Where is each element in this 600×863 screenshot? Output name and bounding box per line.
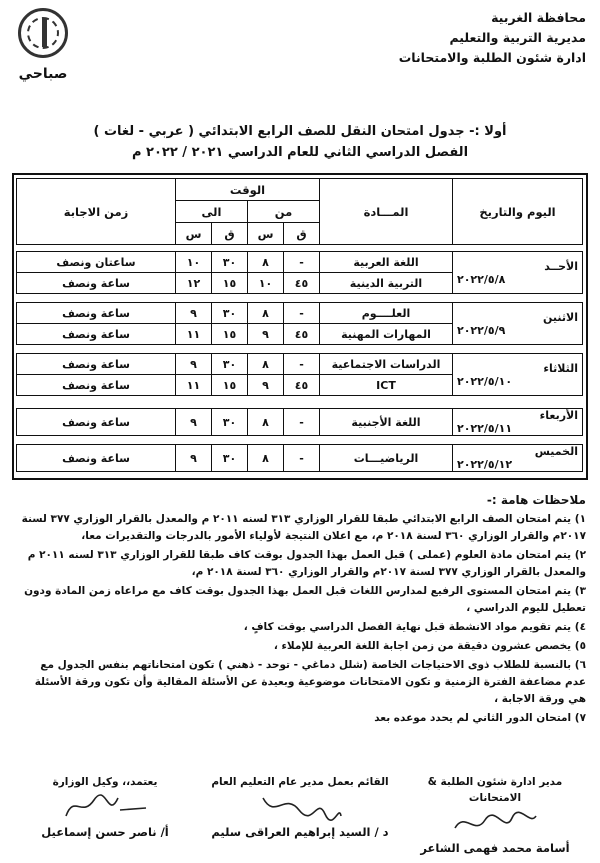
note-item: ٤) يتم تقويم مواد الانشطة قبل نهاية الفصل الدراسي بوقت كافٍ ، <box>243 621 586 633</box>
col-time-header: الوقت <box>176 179 320 201</box>
logo-name: صباحي <box>18 66 68 82</box>
cell-to-q: ٣٠ <box>212 409 248 436</box>
day-name: الاثنين <box>543 310 578 324</box>
cell-to-s: ٩ <box>176 445 212 472</box>
table-row <box>17 303 583 324</box>
cell-subject: ICT <box>320 375 453 396</box>
signature-left-name: أ/ ناصر حسن إسماعيل <box>41 825 169 839</box>
note-item: ٢) يتم امتحان مادة العلوم (عملى ) قبل العمل بهذا الجدول بوقت كاف طبقا للقرار الوزاري ٣١٣ لسنه ٢٠١١ م والمعدل بالقرار الوزاري ٣٧٧ لسنة ٢٠١٧م والقرار الوزاري ٣٦٠ لسنة ٢٠١٨ م، <box>27 549 586 578</box>
cell-from-s: ٨ <box>248 354 284 375</box>
signature-middle-title: القائم بعمل مدير عام التعليم العام <box>211 776 389 788</box>
day-cell <box>453 445 583 472</box>
cell-subject: التربية الدينية <box>320 273 453 294</box>
document-titles <box>30 122 570 164</box>
cell-to-s: ١١ <box>176 324 212 345</box>
cell-duration: ساعتان ونصف <box>17 252 176 273</box>
cell-to-s: ٩ <box>176 409 212 436</box>
col-from-s-header: س <box>248 223 284 245</box>
cell-duration: ساعة ونصف <box>17 354 176 375</box>
cell-duration: ساعة ونصف <box>17 324 176 345</box>
table-row <box>17 252 583 273</box>
header-line-administration: ادارة شئون الطلبة والامتحانات <box>398 50 586 65</box>
cell-from-q: ٤٥ <box>284 273 320 294</box>
day-name: الخميس <box>534 445 578 458</box>
cell-from-q: - <box>284 409 320 436</box>
signature-middle-name: د / السيد إبراهيم العراقى سليم <box>211 825 389 839</box>
signature-right <box>400 774 590 856</box>
cell-subject: الرياضيـــات <box>320 445 453 472</box>
signature-scribble-icon <box>10 790 200 824</box>
day-date: ٢٠٢٢/٥/١١ <box>457 422 513 435</box>
day-date: ٢٠٢٢/٥/٨ <box>457 272 506 286</box>
col-to-header: الى <box>176 201 248 223</box>
cell-to-s: ١٢ <box>176 273 212 294</box>
schedule-table-frame <box>12 173 588 480</box>
cell-to-q: ١٥ <box>212 324 248 345</box>
col-from-header: من <box>248 201 320 223</box>
signature-middle <box>205 774 395 840</box>
cell-duration: ساعة ونصف <box>17 303 176 324</box>
notes-title: ملاحظات هامة :- <box>486 493 586 507</box>
cell-duration: ساعة ونصف <box>17 445 176 472</box>
page-title: أولا :- جدول امتحان النقل للصف الرابع الابتدائي ( عربي - لغات ) <box>93 124 507 139</box>
col-to-s-header: س <box>176 223 212 245</box>
cell-subject: المهارات المهنية <box>320 324 453 345</box>
cell-from-s: ٨ <box>248 409 284 436</box>
cell-to-q: ١٥ <box>212 273 248 294</box>
signature-left <box>10 774 200 840</box>
col-subject-header: المـــادة <box>320 179 453 245</box>
schedule-table <box>16 178 583 472</box>
header <box>256 8 586 68</box>
day-cell <box>453 303 583 345</box>
cell-from-s: ٨ <box>248 445 284 472</box>
note-item: ٥) يخصص عشرون دقيقة من زمن اجابة اللغة العربية للإملاء ، <box>273 640 586 652</box>
note-item: ٣) يتم امتحان المستوى الرفيع لمدارس اللغات قبل العمل بهذا الجدول بوقت كاف مع مراعاه زمن المادة ودون تعطيل لليوم الدراسي ، <box>24 585 586 614</box>
day-date: ٢٠٢٢/٥/١٠ <box>457 374 513 388</box>
cell-to-q: ٣٠ <box>212 252 248 273</box>
cell-from-q: ٤٥ <box>284 324 320 345</box>
cell-from-s: ٩ <box>248 324 284 345</box>
cell-subject: اللغة الأجنبية <box>320 409 453 436</box>
cell-from-q: - <box>284 252 320 273</box>
table-row <box>17 409 583 436</box>
signature-left-title: يعتمد،، وكيل الوزارة <box>52 776 158 788</box>
page-subtitle: الفصل الدراسي الثاني للعام الدراسي ٢٠٢١ / ٢٠٢٢ م <box>131 145 469 160</box>
cell-to-q: ٣٠ <box>212 303 248 324</box>
day-cell <box>453 252 583 294</box>
cell-from-s: ٨ <box>248 303 284 324</box>
logo <box>14 8 72 100</box>
day-cell <box>453 409 583 436</box>
day-name: الثلاثاء <box>543 361 578 375</box>
col-to-q-header: ق <box>212 223 248 245</box>
cell-duration: ساعة ونصف <box>17 409 176 436</box>
header-line-governorate: محافظة الغربية <box>491 10 586 25</box>
note-item: ٦) بالنسبة للطلاب ذوى الاحتياجات الخاصة (شلل دماغي - توحد - ذهني ) تكون امتحاناتهم بنفس الجدول مع عدم مضاعفة الفترة الزمنية و تكون الامتحانات موضوعية وبعيدة عن الأسئلة المقالية وأن تكون ورقة الأسئلة هي ورقة الاجابة ، <box>34 659 586 705</box>
cell-to-q: ٣٠ <box>212 354 248 375</box>
day-date: ٢٠٢٢/٥/١٢ <box>457 458 513 471</box>
cell-to-s: ١١ <box>176 375 212 396</box>
col-duration-header: زمن الاجابة <box>17 179 176 245</box>
col-from-q-header: ق <box>284 223 320 245</box>
header-line-directorate: مديرية التربية والتعليم <box>449 30 586 45</box>
cell-subject: اللغة العربية <box>320 252 453 273</box>
cell-to-s: ٩ <box>176 303 212 324</box>
table-row <box>17 354 583 375</box>
day-cell <box>453 354 583 396</box>
cell-subject: الدراسات الاجتماعية <box>320 354 453 375</box>
cell-duration: ساعة ونصف <box>17 375 176 396</box>
signature-right-name: أسامة محمد فهمى الشاعر <box>420 841 570 855</box>
day-name: الأربعاء <box>539 409 578 422</box>
day-name: الأحــد <box>544 259 578 273</box>
cell-from-s: ٩ <box>248 375 284 396</box>
gear-tower-logo-icon <box>18 8 68 58</box>
cell-duration: ساعة ونصف <box>17 273 176 294</box>
cell-from-q: - <box>284 303 320 324</box>
cell-to-s: ٩ <box>176 354 212 375</box>
cell-to-s: ١٠ <box>176 252 212 273</box>
day-date: ٢٠٢٢/٥/٩ <box>457 323 506 337</box>
cell-from-q: ٤٥ <box>284 375 320 396</box>
signature-scribble-icon <box>400 806 590 840</box>
table-header-row <box>17 179 583 201</box>
cell-from-q: - <box>284 354 320 375</box>
note-item: ١) يتم امتحان الصف الرابع الابتدائي طبقا للقرار الوزاري ٣١٣ لسنه ٢٠١١ م والمعدل بالقرار الوزاري ٣٧٧ لسنة ٢٠١٧م والقرار الوزاري ٣٦٠ لسنة ٢٠١٨ م، مع اعلان النتيجة لأولياء الأمور بالدرجات والتقديرات معا، <box>21 513 586 542</box>
notes-section <box>16 492 586 729</box>
cell-from-s: ١٠ <box>248 273 284 294</box>
signature-right-title: مدير ادارة شئون الطلبة & الامتحانات <box>427 776 563 804</box>
cell-from-s: ٨ <box>248 252 284 273</box>
cell-subject: العلــــوم <box>320 303 453 324</box>
signature-scribble-icon <box>205 790 395 824</box>
col-day-header: اليوم والتاريخ <box>453 179 583 245</box>
schedule-body <box>17 252 583 472</box>
cell-from-q: - <box>284 445 320 472</box>
cell-to-q: ١٥ <box>212 375 248 396</box>
table-row <box>17 445 583 472</box>
note-item: ٧) امتحان الدور الثاني لم يحدد موعده بعد <box>374 712 586 724</box>
cell-to-q: ٣٠ <box>212 445 248 472</box>
